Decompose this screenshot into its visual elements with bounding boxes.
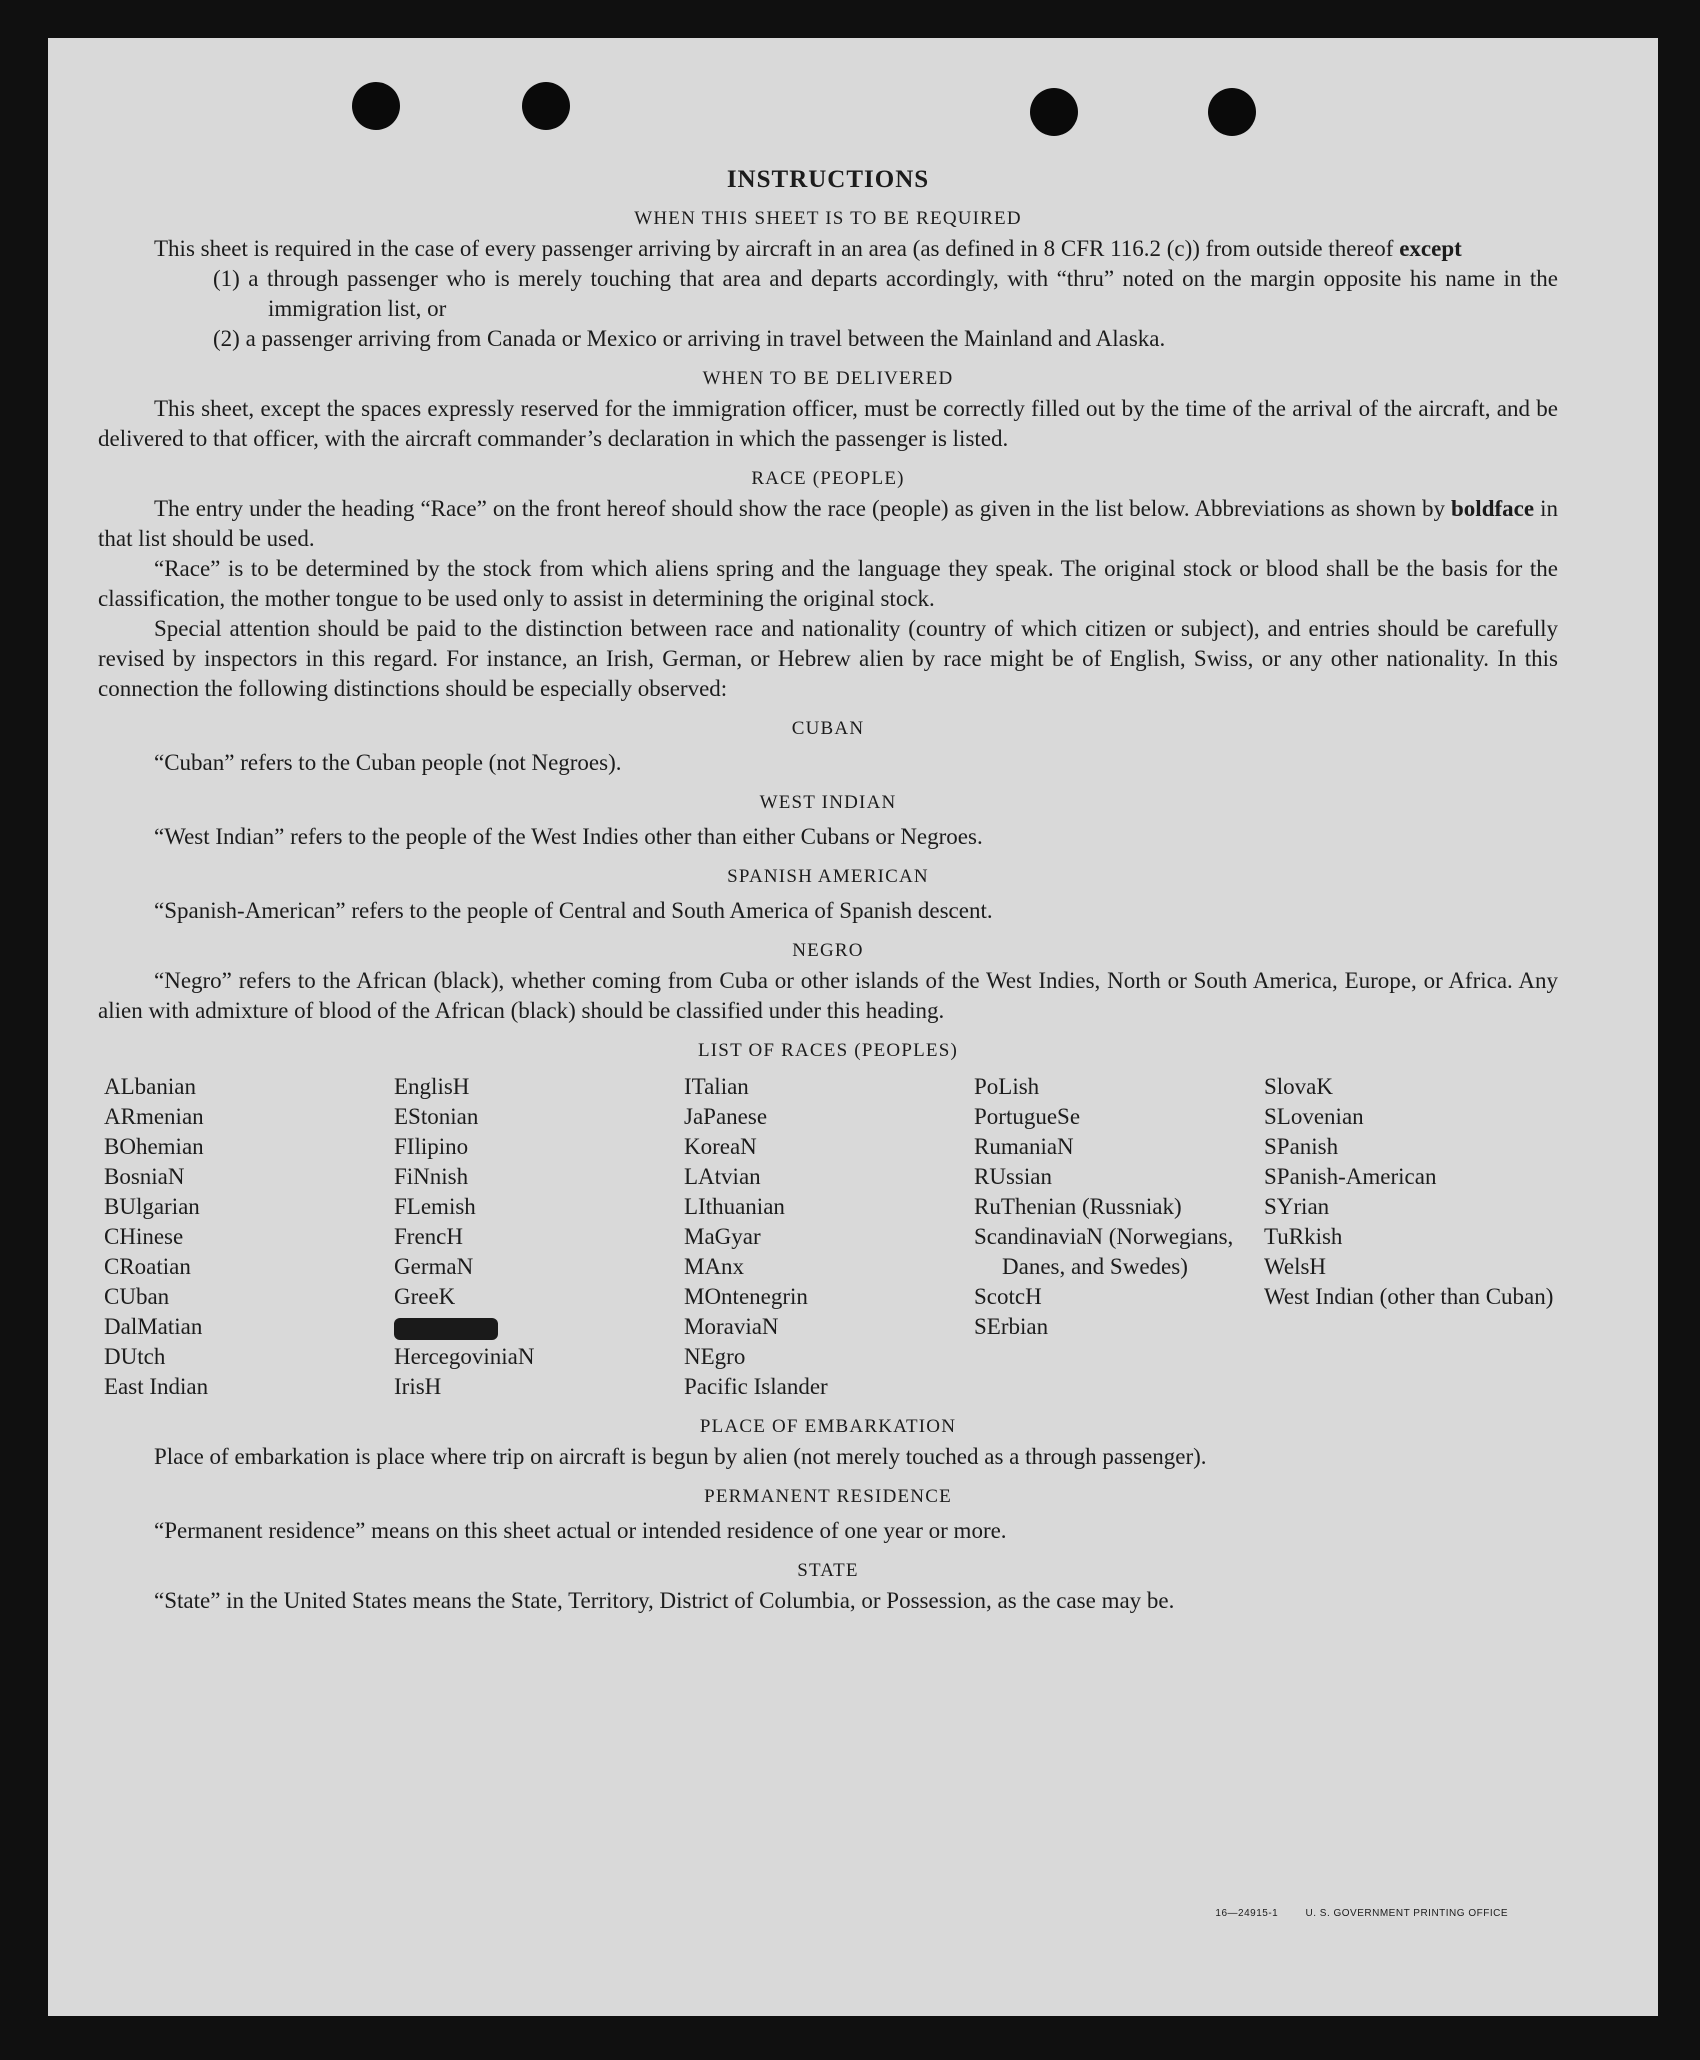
section-heading-race: RACE (PEOPLE) [751, 468, 905, 489]
form-number: 16—24915-1 [1215, 1908, 1279, 1919]
race-entry: DUtch [104, 1344, 166, 1369]
required-item-1: (1) a through passenger who is merely touching that area and departs accordingly, with “thru” noted on the margin opposite his name in the immigration list, or [213, 266, 1558, 321]
race-entry: MaGyar [684, 1224, 761, 1249]
race-entry: LIthuanian [684, 1194, 785, 1219]
document-page [48, 38, 1658, 2016]
race-entry: FLemish [394, 1194, 476, 1219]
race-entry: PoLish [974, 1074, 1040, 1099]
races-column-4 [974, 1072, 1264, 1402]
race-entry: PortugueSe [974, 1104, 1081, 1129]
punch-hole [1030, 88, 1078, 136]
race-entry: GermaN [394, 1254, 474, 1279]
west-indian-text: “West Indian” refers to the people of the West Indies other than either Cubans or Negroes. [154, 824, 983, 849]
race-entry: HercegoviniaN [394, 1344, 535, 1369]
race-entry: SPanish [1264, 1134, 1339, 1159]
race-entry: IrisH [394, 1374, 442, 1399]
race-entry: TuRkish [1264, 1224, 1343, 1249]
section-heading-west-indian: WEST INDIAN [759, 792, 897, 813]
state-text: “State” in the United States means the State, Territory, District of Columbia, or Possession, as the case may be. [154, 1588, 1175, 1613]
race-entry: SlovaK [1264, 1074, 1333, 1099]
race-entry: SYrian [1264, 1194, 1330, 1219]
cuban-text: “Cuban” refers to the Cuban people (not Negroes). [154, 750, 622, 775]
races-column-1 [104, 1072, 394, 1402]
race-entry: NEgro [684, 1344, 746, 1369]
race-entry: SErbian [974, 1314, 1049, 1339]
race-entry: RuThenian (Russniak) [974, 1194, 1182, 1219]
race-p1-post: in that list should be used. [98, 496, 1559, 551]
race-paragraph-2: “Race” is to be determined by the stock from which aliens spring and the language they speak. The original stock or blood shall be the basis for the classification, the mother tongue to be used only to assist in determining the original stock. [98, 556, 1558, 611]
race-entry: RumaniaN [974, 1134, 1074, 1159]
race-entry: BosniaN [104, 1164, 185, 1189]
race-entry: East Indian [104, 1374, 209, 1399]
section-heading-delivered: WHEN TO BE DELIVERED [702, 368, 954, 389]
race-entry: ScandinaviaN (Norwegians, Danes, and Swedes) [974, 1224, 1234, 1279]
punch-hole [522, 82, 570, 130]
race-entry: RUssian [974, 1164, 1052, 1189]
races-column-3 [684, 1072, 974, 1402]
required-intro-text: This sheet is required in the case of every passenger arriving by aircraft in an area (as defined in 8 CFR 116.2 (c)) from outside thereof [154, 236, 1400, 261]
race-entry: SLovenian [1264, 1104, 1364, 1129]
races-column-5 [1264, 1072, 1554, 1402]
race-paragraph-1 [98, 494, 1558, 554]
race-entry: MoraviaN [684, 1314, 779, 1339]
race-entry: SPanish-American [1264, 1164, 1437, 1189]
race-entry: MOntenegrin [684, 1284, 808, 1309]
races-column-2 [394, 1072, 684, 1402]
race-entry: MAnx [684, 1254, 745, 1279]
embarkation-text: Place of embarkation is place where trip on aircraft is begun by alien (not merely touched as a through passenger). [154, 1444, 1207, 1469]
races-list [98, 1072, 1558, 1402]
required-intro [98, 234, 1558, 264]
race-entry: FiNnish [394, 1164, 469, 1189]
race-entry: JaPanese [684, 1104, 768, 1129]
race-p1-bold: boldface [1451, 496, 1535, 521]
race-entry: CHinese [104, 1224, 184, 1249]
punch-hole [1208, 88, 1256, 136]
printer-name: U. S. GOVERNMENT PRINTING OFFICE [1305, 1908, 1508, 1919]
redaction-mark [394, 1318, 498, 1340]
race-p1-pre: The entry under the heading “Race” on the front hereof should show the race (people) as given in the list below. Abbreviations as shown by [154, 496, 1452, 521]
race-entry: WelsH [1264, 1254, 1327, 1279]
race-entry: BOhemian [104, 1134, 204, 1159]
negro-text: “Negro” refers to the African (black), whether coming from Cuba or other islands of the West Indies, North or South America, Europe, or Africa. Any alien with admixture of blood of the African (black) should be classified under this heading. [98, 968, 1558, 1023]
race-entry: KoreaN [684, 1134, 757, 1159]
section-heading-required: WHEN THIS SHEET IS TO BE REQUIRED [634, 208, 1022, 229]
delivered-text: This sheet, except the spaces expressly reserved for the immigration officer, must be correctly filled out by the time of the arrival of the aircraft, and be delivered to that officer, with the aircraft commander’s declaration in which the passenger is listed. [98, 396, 1558, 451]
section-heading-cuban: CUBAN [791, 718, 865, 739]
section-heading-negro: NEGRO [792, 940, 864, 961]
race-entry: FIlipino [394, 1134, 469, 1159]
race-entry: CUban [104, 1284, 170, 1309]
race-entry: West Indian (other than Cuban) [1264, 1284, 1554, 1309]
section-heading-embarkation: PLACE OF EMBARKATION [699, 1416, 957, 1437]
race-entry: GreeK [394, 1284, 456, 1309]
race-entry: ALbanian [104, 1074, 196, 1099]
race-entry: FrencH [394, 1224, 463, 1249]
race-paragraph-3: Special attention should be paid to the distinction between race and nationality (country of which citizen or subject), and entries should be carefully revised by inspectors in this regard. For instance, an Irish, German, or Hebrew alien by race might be of English, Swiss, or any other nationality. In this connection the following distinctions should be especially observed: [98, 616, 1558, 701]
required-intro-bold: except [1399, 236, 1462, 261]
race-entry: ARmenian [104, 1104, 204, 1129]
section-heading-list: LIST OF RACES (PEOPLES) [697, 1040, 959, 1061]
print-imprint [1191, 1908, 1508, 1919]
race-entry: LAtvian [684, 1164, 761, 1189]
race-entry: EStonian [394, 1104, 479, 1129]
race-entry: BUlgarian [104, 1194, 200, 1219]
page-title: INSTRUCTIONS [726, 166, 930, 193]
race-entry: ScotcH [974, 1284, 1042, 1309]
residence-text: “Permanent residence” means on this sheet actual or intended residence of one year or more. [154, 1518, 1007, 1543]
section-heading-spanish-american: SPANISH AMERICAN [727, 866, 929, 887]
race-entry: CRoatian [104, 1254, 191, 1279]
instructions-content [98, 166, 1558, 1616]
race-entry: Pacific Islander [684, 1374, 828, 1399]
section-heading-state: STATE [797, 1560, 859, 1581]
spanish-american-text: “Spanish-American” refers to the people of Central and South America of Spanish descent. [154, 898, 993, 923]
required-item-2: (2) a passenger arriving from Canada or Mexico or arriving in travel between the Mainland and Alaska. [213, 326, 1166, 351]
race-entry: ITalian [684, 1074, 749, 1099]
punch-hole [352, 82, 400, 130]
section-heading-residence: PERMANENT RESIDENCE [704, 1486, 952, 1507]
redacted-entry [394, 1312, 684, 1342]
race-entry: EnglisH [394, 1074, 470, 1099]
race-entry: DalMatian [104, 1314, 203, 1339]
